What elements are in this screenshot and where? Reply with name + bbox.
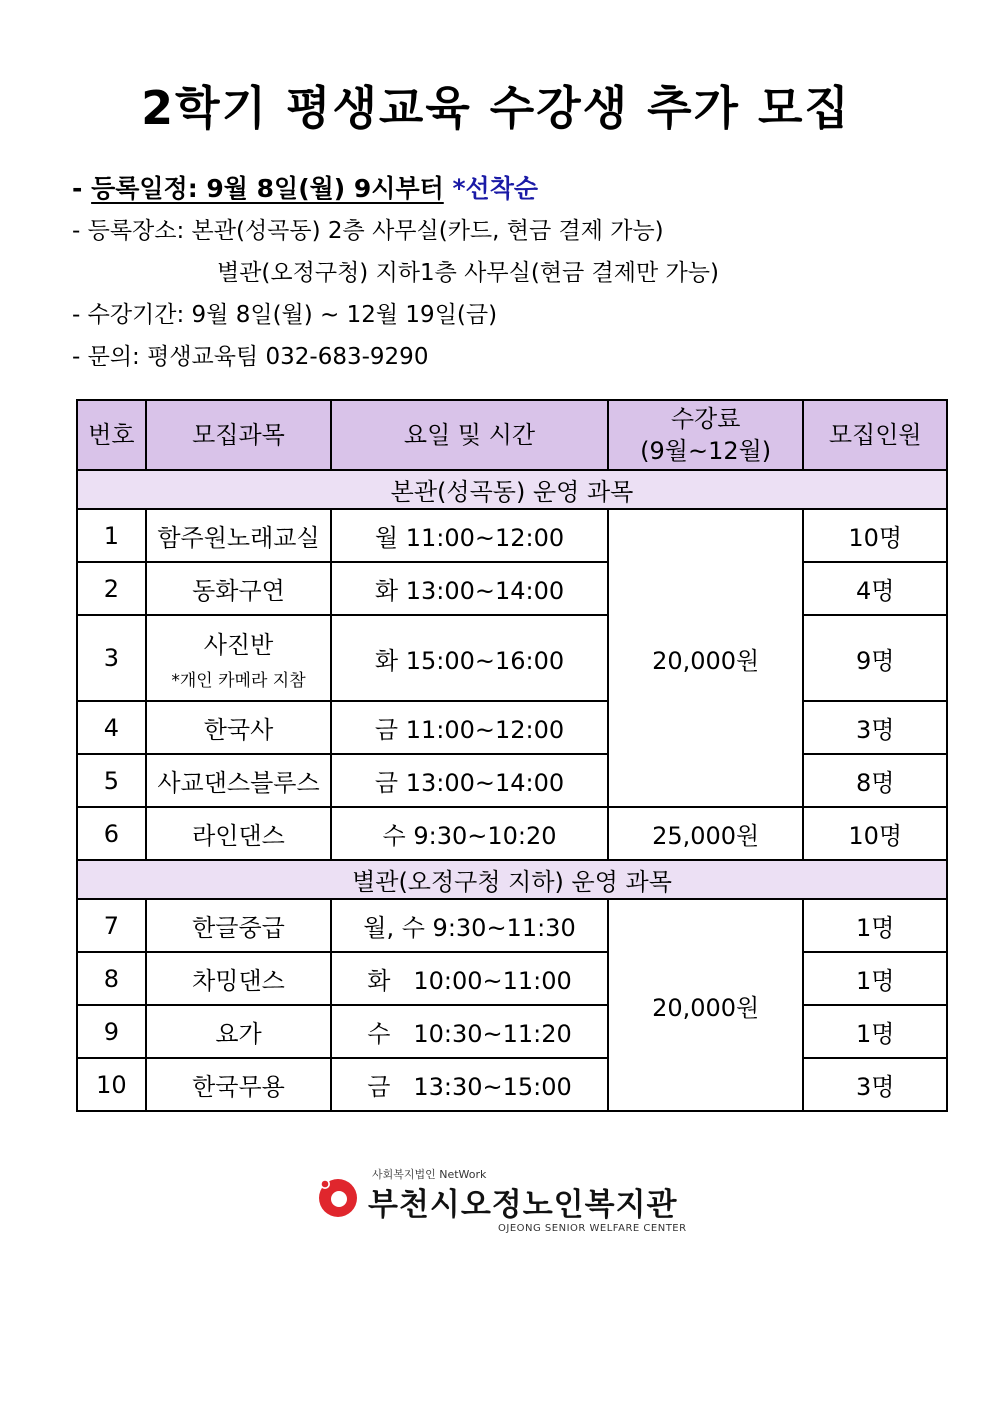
logo-name-text: 부천시오정노인복지관 — [368, 1187, 678, 1223]
row-course: 한글중급 — [146, 899, 331, 952]
registration-line — [72, 168, 719, 210]
row-course-name: 사진반 — [203, 631, 274, 659]
row-no: 3 — [77, 615, 146, 701]
row-no: 9 — [77, 1005, 146, 1058]
row-no: 1 — [77, 509, 146, 562]
header-fee-label: 수강료 — [670, 405, 741, 433]
row-fee: 25,000원 — [608, 807, 804, 860]
row-capacity: 4명 — [803, 562, 947, 615]
row-capacity: 9명 — [803, 615, 947, 701]
row-schedule: 월, 수 9:30~11:30 — [331, 899, 608, 952]
row-no: 5 — [77, 754, 146, 807]
row-schedule: 화 13:00~14:00 — [331, 562, 608, 615]
place-annex: 별관(오정구청) 지하1층 사무실(현금 결제만 가능) — [217, 260, 719, 286]
table-row — [77, 562, 947, 615]
row-course: 한국사 — [146, 701, 331, 754]
row-course: 함주원노래교실 — [146, 509, 331, 562]
row-course: 동화구연 — [146, 562, 331, 615]
section-annex-building — [77, 860, 947, 899]
registration-note: *선착순 — [452, 174, 539, 203]
row-capacity: 3명 — [803, 701, 947, 754]
bullet-dash: - — [72, 302, 81, 328]
bullet-dash: - — [72, 174, 83, 203]
place-line — [72, 210, 719, 252]
row-course: 한국무용 — [146, 1058, 331, 1111]
section-title: 별관(오정구청 지하) 운영 과목 — [77, 860, 947, 899]
table-header — [77, 400, 947, 470]
logo-org-text: 사회복지법인 NetWork — [372, 1168, 487, 1181]
row-no: 10 — [77, 1058, 146, 1111]
row-fee-group: 20,000원 — [608, 509, 804, 807]
header-no: 번호 — [77, 400, 146, 470]
row-capacity: 10명 — [803, 509, 947, 562]
header-schedule: 요일 및 시간 — [331, 400, 608, 470]
header-capacity: 모집인원 — [803, 400, 947, 470]
place-main: 등록장소: 본관(성곡동) 2층 사무실(카드, 현금 결제 가능) — [87, 218, 664, 244]
row-schedule: 화 15:00~16:00 — [331, 615, 608, 701]
row-schedule: 월 11:00~12:00 — [331, 509, 608, 562]
table-row — [77, 615, 947, 701]
row-no: 6 — [77, 807, 146, 860]
section-title: 본관(성곡동) 운영 과목 — [77, 470, 947, 509]
contact-line — [72, 336, 719, 378]
table-row — [77, 1005, 947, 1058]
header-fee-period: (9월~12월) — [640, 437, 772, 465]
table-row — [77, 1058, 947, 1111]
row-no: 8 — [77, 952, 146, 1005]
table-row — [77, 807, 947, 860]
row-capacity: 1명 — [803, 1005, 947, 1058]
row-course: 라인댄스 — [146, 807, 331, 860]
row-capacity: 10명 — [803, 807, 947, 860]
logo-mark-icon — [316, 1175, 360, 1219]
header-fee — [608, 400, 804, 470]
table-row — [77, 952, 947, 1005]
header-course: 모집과목 — [146, 400, 331, 470]
info-block — [72, 168, 719, 378]
bullet-dash: - — [72, 344, 81, 370]
row-schedule: 금 13:30~15:00 — [331, 1058, 608, 1111]
page-title: 2학기 평생교육 수강생 추가 모집 — [141, 81, 851, 135]
course-table — [76, 399, 948, 1112]
bullet-dash: - — [72, 218, 81, 244]
section-main-building — [77, 470, 947, 509]
logo-english-text: OJEONG SENIOR WELFARE CENTER — [498, 1223, 687, 1234]
row-course: 사교댄스블루스 — [146, 754, 331, 807]
period-line — [72, 294, 719, 336]
row-no: 2 — [77, 562, 146, 615]
table-row — [77, 509, 947, 562]
row-no: 4 — [77, 701, 146, 754]
table-row — [77, 899, 947, 952]
row-course-note: *개인 카메라 지참 — [171, 671, 306, 691]
row-course: 요가 — [146, 1005, 331, 1058]
row-capacity: 1명 — [803, 899, 947, 952]
table-row — [77, 701, 947, 754]
row-schedule: 금 11:00~12:00 — [331, 701, 608, 754]
row-schedule: 수 10:30~11:20 — [331, 1005, 608, 1058]
table-row — [77, 754, 947, 807]
course-period: 수강기간: 9월 8일(월) ~ 12월 19일(금) — [87, 302, 498, 328]
welfare-center-logo — [316, 1163, 696, 1243]
row-course — [146, 615, 331, 701]
registration-schedule: 등록일정: 9월 8일(월) 9시부터 — [91, 174, 444, 203]
row-fee-group: 20,000원 — [608, 899, 804, 1111]
row-capacity: 8명 — [803, 754, 947, 807]
row-course: 차밍댄스 — [146, 952, 331, 1005]
row-schedule: 화 10:00~11:00 — [331, 952, 608, 1005]
row-capacity: 1명 — [803, 952, 947, 1005]
row-no: 7 — [77, 899, 146, 952]
contact-info: 문의: 평생교육팀 032-683-9290 — [87, 344, 429, 370]
row-schedule: 금 13:00~14:00 — [331, 754, 608, 807]
row-schedule: 수 9:30~10:20 — [331, 807, 608, 860]
row-capacity: 3명 — [803, 1058, 947, 1111]
